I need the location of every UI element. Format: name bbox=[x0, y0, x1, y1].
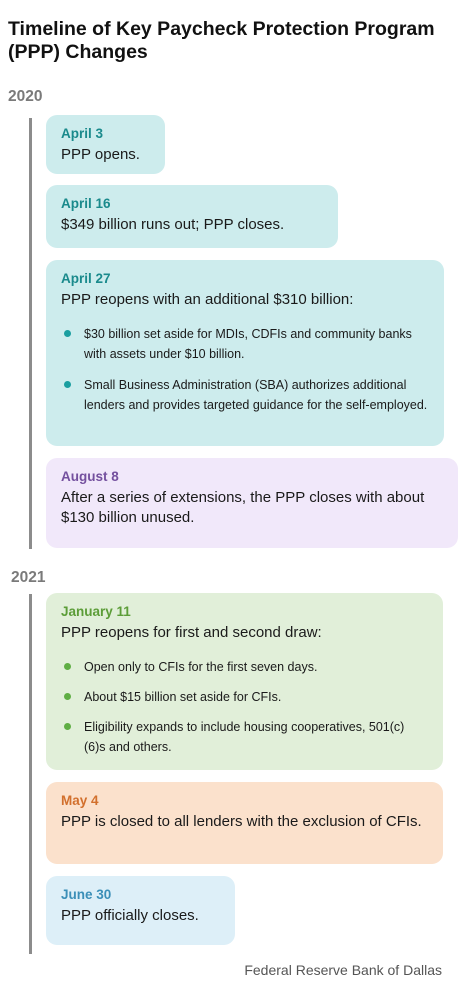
page-title: Timeline of Key Paycheck Protection Program (PPP) Changes bbox=[8, 18, 435, 63]
event-card-june-30 bbox=[46, 876, 235, 945]
event-card-january-11 bbox=[46, 593, 443, 770]
bullet-item: About $15 billion set aside for CFIs. bbox=[61, 687, 429, 707]
event-date: April 16 bbox=[61, 196, 111, 211]
event-date: June 30 bbox=[61, 887, 112, 902]
event-text: PPP reopens with an additional $310 billion: bbox=[61, 291, 354, 308]
event-date: January 11 bbox=[61, 604, 131, 619]
event-date: April 3 bbox=[61, 126, 104, 141]
timeline-line-2020 bbox=[29, 118, 32, 549]
timeline-line-2021 bbox=[29, 594, 32, 954]
bullet-list bbox=[61, 657, 429, 757]
bullet-dot-icon bbox=[64, 723, 71, 730]
event-card-april-16 bbox=[46, 185, 338, 248]
event-date: April 27 bbox=[61, 271, 111, 286]
event-card-may-4 bbox=[46, 782, 443, 864]
bullet-item: $30 billion set aside for MDIs, CDFIs and community banks with assets under $10 billion. bbox=[61, 324, 430, 364]
bullet-dot-icon bbox=[64, 663, 71, 670]
bullet-dot-icon bbox=[64, 381, 71, 388]
event-text: PPP opens. bbox=[61, 146, 140, 163]
year-label-2021: 2021 bbox=[11, 569, 46, 586]
bullet-item: Open only to CFIs for the first seven days. bbox=[61, 657, 429, 677]
event-card-april-3 bbox=[46, 115, 165, 174]
bullet-item: Eligibility expands to include housing cooperatives, 501(c) (6)s and others. bbox=[61, 717, 429, 757]
bullet-dot-icon bbox=[64, 330, 71, 337]
bullet-dot-icon bbox=[64, 693, 71, 700]
event-text: PPP is closed to all lenders with the exclusion of CFIs. bbox=[61, 813, 422, 830]
bullet-item: Small Business Administration (SBA) authorizes additional lenders and provides targeted guidance for the self-employed. bbox=[61, 375, 430, 415]
event-card-april-27 bbox=[46, 260, 444, 446]
year-label-2020: 2020 bbox=[8, 88, 43, 105]
bullet-list bbox=[61, 324, 430, 415]
event-text: PPP officially closes. bbox=[61, 907, 199, 924]
event-text: After a series of extensions, the PPP closes with about $130 billion unused. bbox=[61, 489, 425, 526]
event-card-august-8 bbox=[46, 458, 458, 548]
source-credit: Federal Reserve Bank of Dallas bbox=[244, 962, 442, 978]
event-date: August 8 bbox=[61, 469, 119, 484]
event-date: May 4 bbox=[61, 793, 99, 808]
event-text: $349 billion runs out; PPP closes. bbox=[61, 216, 285, 233]
event-text: PPP reopens for first and second draw: bbox=[61, 624, 322, 641]
